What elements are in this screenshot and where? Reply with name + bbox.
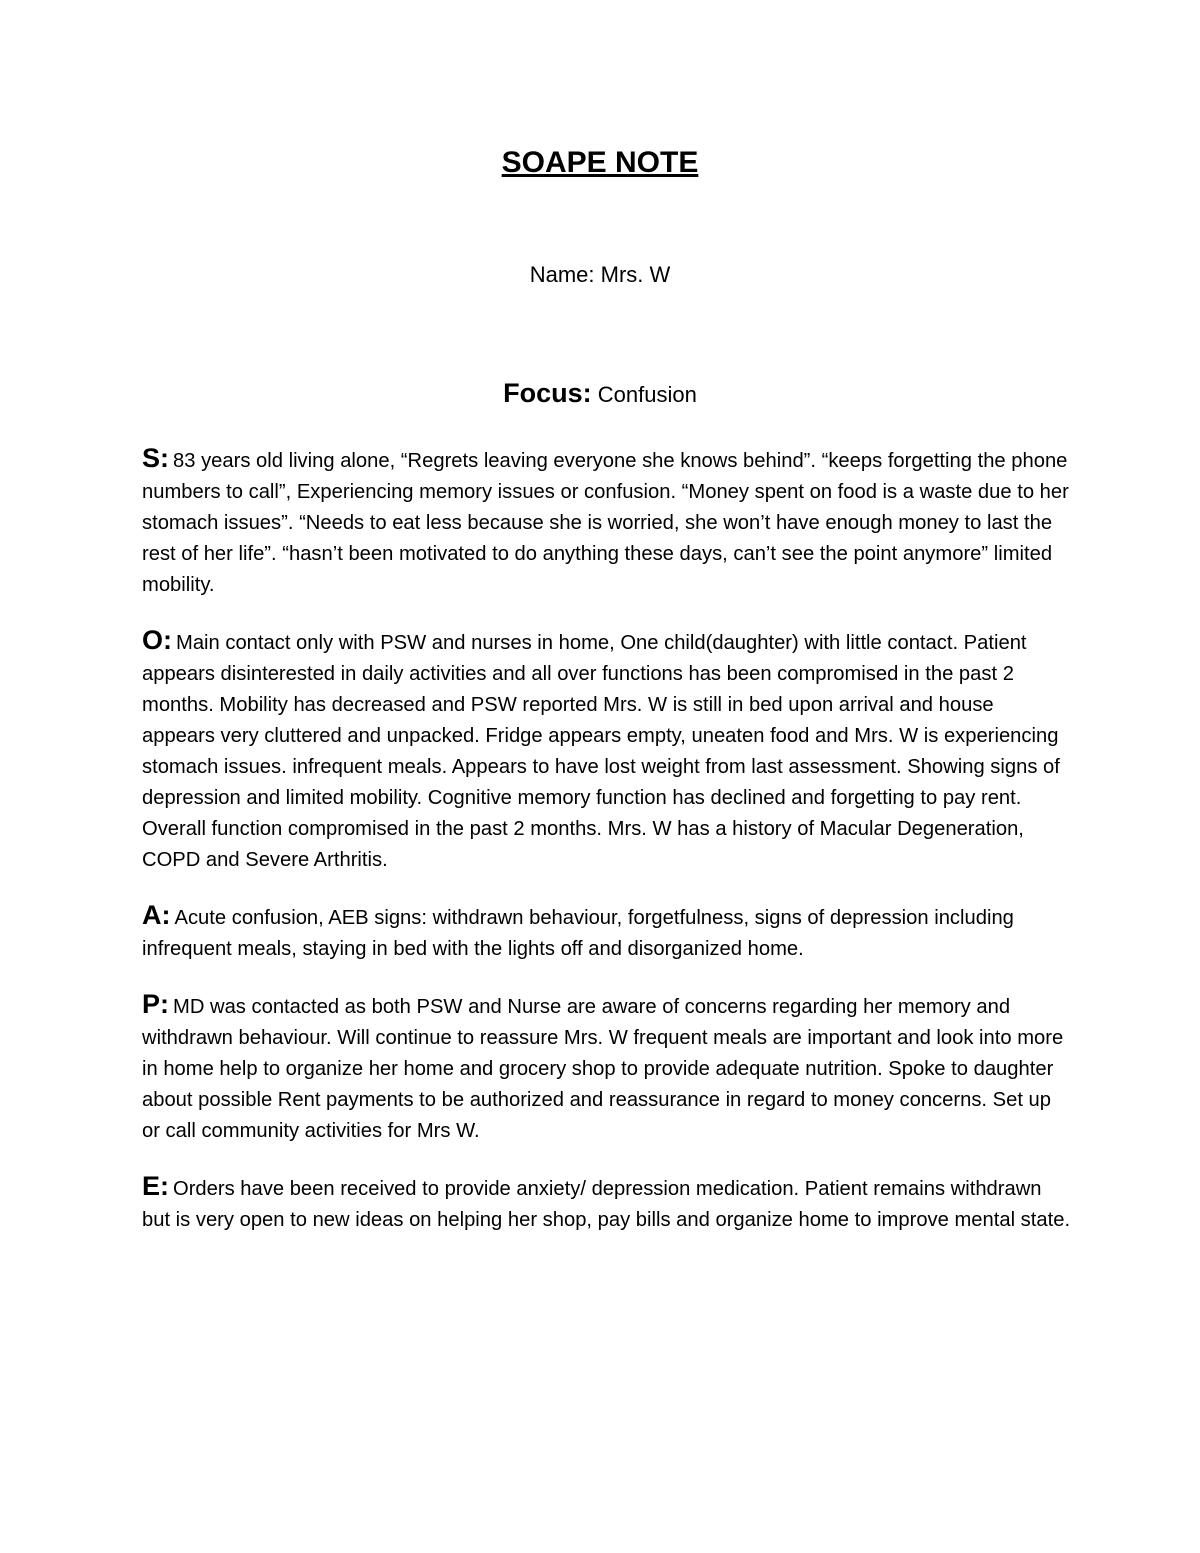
section-letter-p: P: <box>142 989 169 1019</box>
section-evaluation <box>142 1171 1072 1236</box>
section-text-e: Orders have been received to provide anxiety/ depression medication. Patient remains withdrawn but is very open to new ideas on helping her shop, pay bills and organize home to improve mental state. <box>142 1178 1071 1231</box>
section-assessment <box>142 900 1072 965</box>
document-title: SOAPE NOTE <box>501 146 699 179</box>
name-value: Mrs. W <box>600 262 671 287</box>
section-text-o: Main contact only with PSW and nurses in home, One child(daughter) with little contact. Patient appears disinterested in daily activities and all over functions has been compromised in the past 2 months. Mobility has decreased and PSW reported Mrs. W is still in bed upon arrival and house appears very cluttered and unpacked. Fridge appears empty, uneaten food and Mrs. W is experiencing stomach issues. infrequent meals. Appears to have lost weight from last assessment. Showing signs of depression and limited mobility. Cognitive memory function has declined and forgetting to pay rent. Overall function compromised in the past 2 months. Mrs. W has a history of Macular Degeneration, COPD and Severe Arthritis. <box>142 632 1060 871</box>
section-text-s: 83 years old living alone, “Regrets leaving everyone she knows behind”. “keeps forgetting the phone numbers to call”, Experiencing memory issues or confusion. “Money spent on food is a waste due to her stomach issues”. “Needs to eat less because she is worried, she won’t have enough money to last the rest of her life”. “hasn’t been motivated to do anything these days, can’t see the point anymore” limited mobility. <box>142 450 1069 596</box>
name-label: Name: <box>529 262 595 287</box>
focus-value: Confusion <box>597 382 697 407</box>
patient-name-line <box>0 262 1200 288</box>
section-text-a: Acute confusion, AEB signs: withdrawn behaviour, forgetfulness, signs of depression including infrequent meals, staying in bed with the lights off and disorganized home. <box>142 907 1014 960</box>
section-letter-a: A: <box>142 900 171 930</box>
section-letter-e: E: <box>142 1171 169 1201</box>
focus-line <box>0 378 1200 409</box>
section-letter-o: O: <box>142 625 172 655</box>
focus-label: Focus: <box>503 378 592 408</box>
section-plan <box>142 989 1072 1147</box>
section-letter-s: S: <box>142 443 169 473</box>
section-text-p: MD was contacted as both PSW and Nurse are aware of concerns regarding her memory and withdrawn behaviour. Will continue to reassure Mrs. W frequent meals are important and look into more in home help to organize her home and grocery shop to provide adequate nutrition. Spoke to daughter about possible Rent payments to be authorized and reassurance in regard to money concerns. Set up or call community activities for Mrs W. <box>142 996 1064 1142</box>
section-subjective <box>142 443 1072 601</box>
section-objective <box>142 625 1072 876</box>
soape-sections <box>142 443 1072 1260</box>
